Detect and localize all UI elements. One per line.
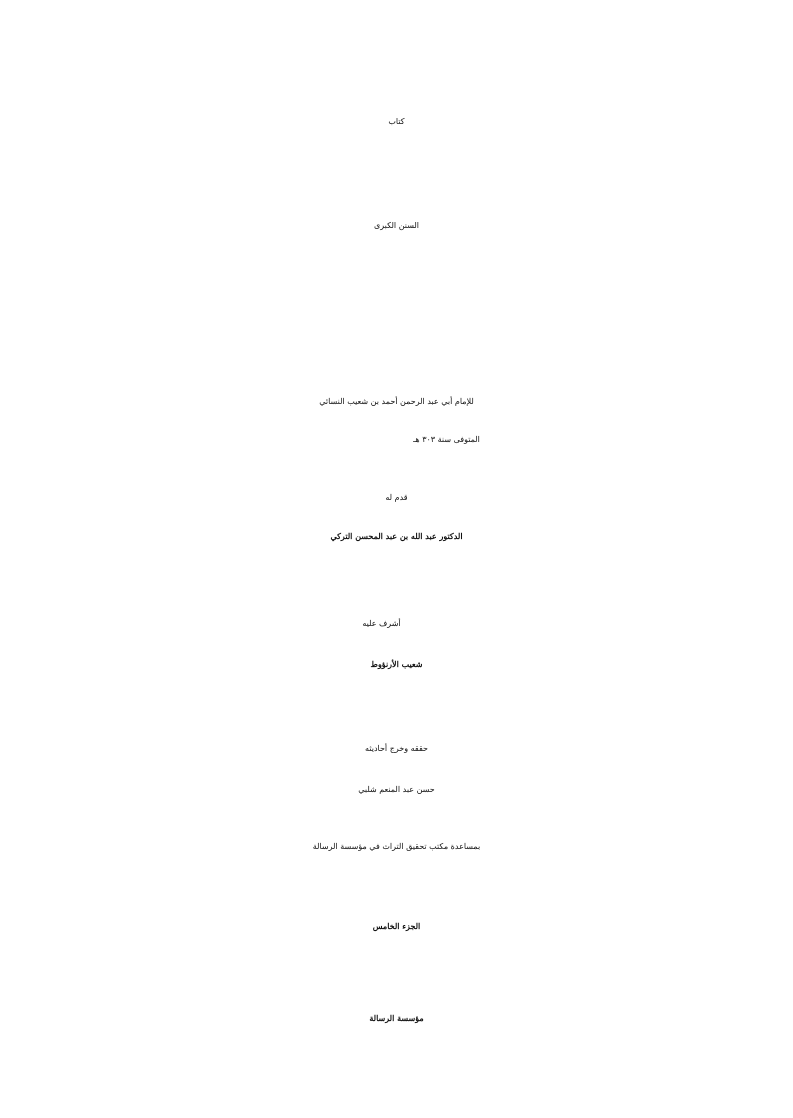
introduction-author-name: الدكتور عبد الله بن عبد المحسن التركي (330, 531, 463, 541)
author-line: للإمام أبي عبد الرحمن أحمد بن شعيب النسائي (319, 397, 474, 406)
editor-name: حسن عبد المنعم شلبي (358, 785, 435, 794)
introduction-label: قدم له (385, 493, 408, 502)
volume-label: الجزء الخامس (372, 921, 421, 931)
supervisor-name: شعيب الأرنؤوط (370, 659, 423, 669)
book-label: كتاب (388, 117, 405, 126)
publisher-name: مؤسسة الرسالة (369, 1013, 424, 1023)
edited-label: حققه وخرج أحاديثه (365, 744, 428, 753)
assistance-line: بمساعدة مكتب تحقيق التراث في مؤسسة الرسالة (312, 842, 481, 851)
supervised-label: أشرف عليه (362, 619, 401, 628)
book-title: السنن الكبرى (373, 221, 419, 230)
death-date-line: المتوفى سنة ٣٠٣ هـ (413, 435, 480, 444)
